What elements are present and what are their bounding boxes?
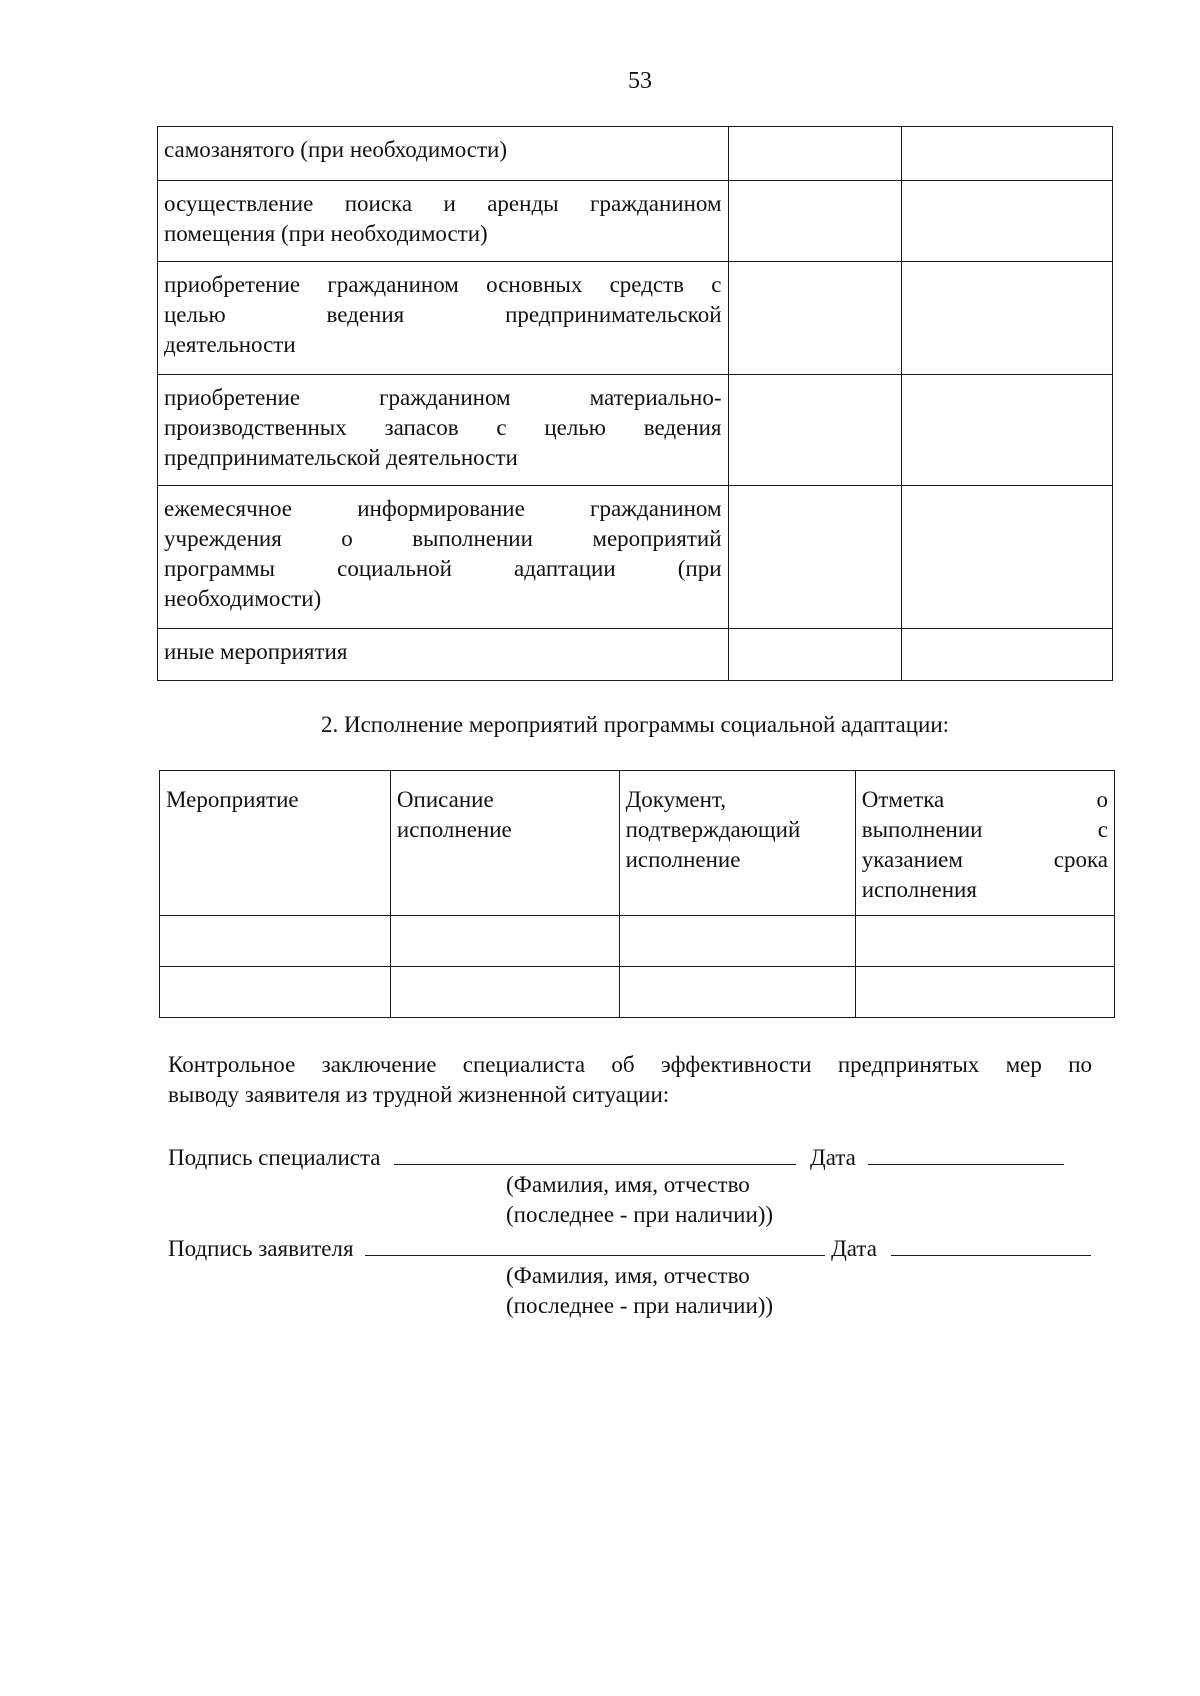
column-header-description [390,771,619,916]
cell-text-line: программы социальной адаптации (при [164,556,722,581]
empty-cell [855,967,1114,1018]
empty-cell [728,486,902,629]
empty-cell [728,629,902,681]
activity-cell [158,486,729,629]
name-note-line: (Фамилия, имя, отчество [506,1263,750,1288]
name-note-line: (Фамилия, имя, отчество [506,1172,750,1197]
header-text-line: указанием срока [861,847,1108,872]
empty-cell [390,967,619,1018]
table-row [160,967,1115,1018]
date-label: Дата [831,1236,877,1261]
specialist-signature-row [168,1140,1064,1173]
conclusion-line: Контрольное заключение специалиста об эффективности предпринятых мер по [168,1052,1092,1077]
empty-cell [855,916,1114,967]
empty-cell [160,916,391,967]
header-text-line: Описание [396,787,494,812]
empty-cell [902,262,1113,375]
header-text-line: Мероприятие [166,787,299,812]
cell-text-line: ежемесячное информирование гражданином [164,496,722,521]
activity-cell [158,181,729,262]
cell-text-line: самозанятого (при необходимости) [164,137,507,162]
specialist-signature-field[interactable] [394,1140,796,1165]
empty-cell [728,127,902,181]
cell-text-line: производственных запасов с целью ведения [164,415,722,440]
header-text-line: подтверждающий [625,817,801,842]
table-header-row [160,771,1115,916]
header-text-line: исполнение [625,847,741,872]
specialist-name-note [506,1170,773,1230]
empty-cell [902,375,1113,486]
header-text-line: исполнение [396,817,512,842]
header-text-line: исполнения [861,877,977,902]
cell-text-line: приобретение гражданином основных средств с [164,272,722,297]
empty-cell [728,375,902,486]
date-label: Дата [810,1145,856,1170]
cell-text-line: целью ведения предпринимательской [164,302,722,327]
applicant-signature-row [168,1231,1091,1264]
table-row [158,181,1113,262]
empty-cell [619,967,855,1018]
control-conclusion [168,1050,1092,1110]
header-text-line: Отметка о [861,787,1108,812]
cell-text-line: помещения (при необходимости) [164,221,488,246]
execution-table [159,770,1115,1018]
empty-cell [390,916,619,967]
cell-text-line: учреждения о выполнении мероприятий [164,526,722,551]
activities-table [157,126,1113,681]
table-row [158,629,1113,681]
table-row [160,916,1115,967]
header-text-line: выполнении с [861,817,1108,842]
table-row [158,127,1113,181]
column-header-activity [160,771,391,916]
activity-cell [158,629,729,681]
cell-text-line: необходимости) [164,586,322,611]
empty-cell [902,127,1113,181]
table-row [158,486,1113,629]
name-note-line: (последнее - при наличии)) [506,1202,774,1227]
cell-text-line: иные мероприятия [164,639,348,664]
table-row [158,262,1113,375]
specialist-date-field[interactable] [868,1140,1064,1165]
empty-cell [619,916,855,967]
column-header-document [619,771,855,916]
cell-text-line: приобретение гражданином материально- [164,385,722,410]
name-note-line: (последнее - при наличии)) [506,1293,774,1318]
empty-cell [160,967,391,1018]
specialist-signature-label: Подпись специалиста [168,1145,381,1170]
cell-text-line: осуществление поиска и аренды гражданином [164,191,722,216]
page-number: 53 [628,68,652,94]
empty-cell [902,629,1113,681]
applicant-date-field[interactable] [891,1231,1091,1256]
empty-cell [728,181,902,262]
activity-cell [158,375,729,486]
activity-cell [158,127,729,181]
cell-text-line: деятельности [164,332,296,357]
cell-text-line: предпринимательской деятельности [164,445,518,470]
applicant-name-note [506,1261,773,1321]
header-text-line: Документ, [625,787,726,812]
empty-cell [902,181,1113,262]
applicant-signature-field[interactable] [365,1231,825,1256]
activity-cell [158,262,729,375]
conclusion-line: выводу заявителя из трудной жизненной ситуации: [168,1082,670,1107]
empty-cell [902,486,1113,629]
section-heading: 2. Исполнение мероприятий программы социальной адаптации: [320,712,950,737]
table-row [158,375,1113,486]
column-header-completion-mark [855,771,1114,916]
applicant-signature-label: Подпись заявителя [168,1236,354,1261]
empty-cell [728,262,902,375]
